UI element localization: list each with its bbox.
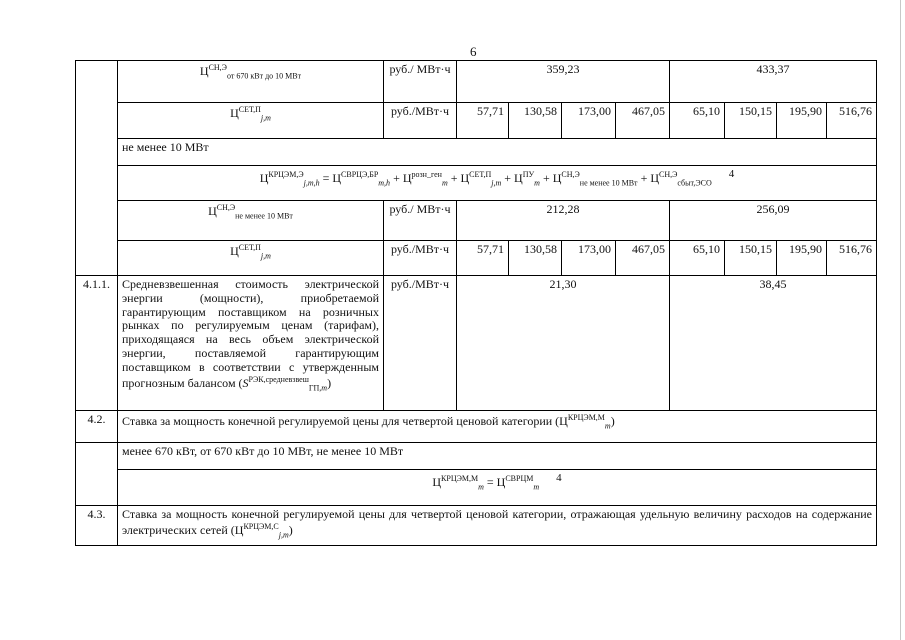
value-cell: 150,15 [725,241,777,276]
description-text: Средневзвешенная стоимость электрической энергии (мощности), приобретаемой гарантирующим поставщиком на розничных рынках по регулируемым ценам (тарифам), приходящаяся на весь объем электрической энергии, поставляемой гарантирующим поставщиком в соответствии с утвержденным прогнозным балансом ( [122,277,379,390]
value-cell: 256,09 [670,201,877,241]
row-number: 4.2. [76,411,118,443]
unit-cell: руб./МВт·ч [384,241,457,276]
description-cell: Средневзвешенная стоимость электрической энергии (мощности), приобретаемой гарантирующим поставщиком на розничных рынках по регулируемым ценам (тарифам), приходящаяся на весь объем электрической энергии, поставляемой гарантирующим поставщиком в соответствии с утвержденным прогнозным балансом $(S^{РЭК,средневзвеш}_{ГП,m})$ [118,276,384,411]
table-row [76,139,877,166]
value-cell: 516,76 [827,103,877,139]
row-number: 4.1.1. [76,276,118,411]
row-number-cell [76,443,118,506]
page-number: 6 [470,44,477,59]
formula-cell: $Ц^{КРЦЭМ,Э}_{j,m,h} = Ц^{СВРЦЭ,БР}_{m,h} + Ц^{розн\_ген}_m + Ц^{СЕТ,П}_{j,m} + Ц^{ПУ}_m + Ц^{СН,Э}_{не менее 10 МВт} + Ц^{СН,Э}_{сбыт,ЭСО}$ 4 [118,166,877,201]
value-cell: 467,05 [616,103,670,139]
unit-cell: руб./ МВт·ч [384,201,457,241]
value-cell: 57,71 [457,241,509,276]
value-cell: 150,15 [725,103,777,139]
symbol-cell: $Ц^{СН,Э}_{от 670 кВт до 10 МВт}$ [118,61,384,103]
table-row [76,201,877,241]
formula-note: 4 [728,168,735,180]
value-cell: 173,00 [562,241,616,276]
value-cell: 57,71 [457,103,509,139]
table-row [76,276,877,411]
row-number: 4.3. [76,506,118,546]
value-cell: 130,58 [509,241,562,276]
table-row [76,470,877,506]
unit-cell: руб./МВт·ч [384,103,457,139]
scan-edge-line [900,0,901,640]
value-cell: 467,05 [616,241,670,276]
table-row [76,103,877,139]
table-row [76,411,877,443]
description-cell: Ставка за мощность конечной регулируемой цены для четвертой ценовой категории $(Ц^{КРЦЭМ,М}_m)$ [118,411,877,443]
voltage-range-text: менее 670 кВт, от 670 кВт до 10 МВт, не менее 10 МВт [118,443,877,470]
symbol-cell: $Ц^{СЕТ,П}_{j,m}$ [118,103,384,139]
value-cell: 65,10 [670,103,725,139]
value-cell: 38,45 [670,276,877,411]
unit-cell: руб./ МВт·ч [384,61,457,103]
table-row [76,61,877,103]
value-cell: 212,28 [457,201,670,241]
table-row [76,241,877,276]
unit-cell: руб./МВт·ч [384,276,457,411]
value-cell: 65,10 [670,241,725,276]
symbol-cell: $Ц^{СН,Э}_{не менее 10 МВт}$ [118,201,384,241]
voltage-range-text: не менее 10 МВт [118,139,877,166]
value-cell: 173,00 [562,103,616,139]
table-row [76,166,877,201]
value-cell: 516,76 [827,241,877,276]
row-number-cell [76,61,118,276]
value-cell: 433,37 [670,61,877,103]
tariff-table [75,60,877,546]
description-text: Ставка за мощность конечной регулируемой цены для четвертой ценовой категории ( [122,414,560,428]
description-cell: Ставка за мощность конечной регулируемой цены для четвертой ценовой категории, отражающая удельную величину расходов на содержание электрических сетей $(Ц^{КРЦЭМ,С}_{j,m})$ [118,506,877,546]
value-cell: 195,90 [777,241,827,276]
value-cell: 130,58 [509,103,562,139]
symbol-cell: $Ц^{СЕТ,П}_{j,m}$ [118,241,384,276]
formula-cell: $Ц^{КРЦЭМ,М}_m = Ц^{СВРЦМ}_m$ 4 [118,470,877,506]
value-cell: 21,30 [457,276,670,411]
description-text: Ставка за мощность конечной регулируемой цены для четвертой ценовой категории, отражающая удельную величину расходов на содержание электрических сетей ( [122,507,872,537]
value-cell: 195,90 [777,103,827,139]
table-row [76,443,877,470]
formula-note: 4 [556,472,562,484]
table-row [76,506,877,546]
value-cell: 359,23 [457,61,670,103]
